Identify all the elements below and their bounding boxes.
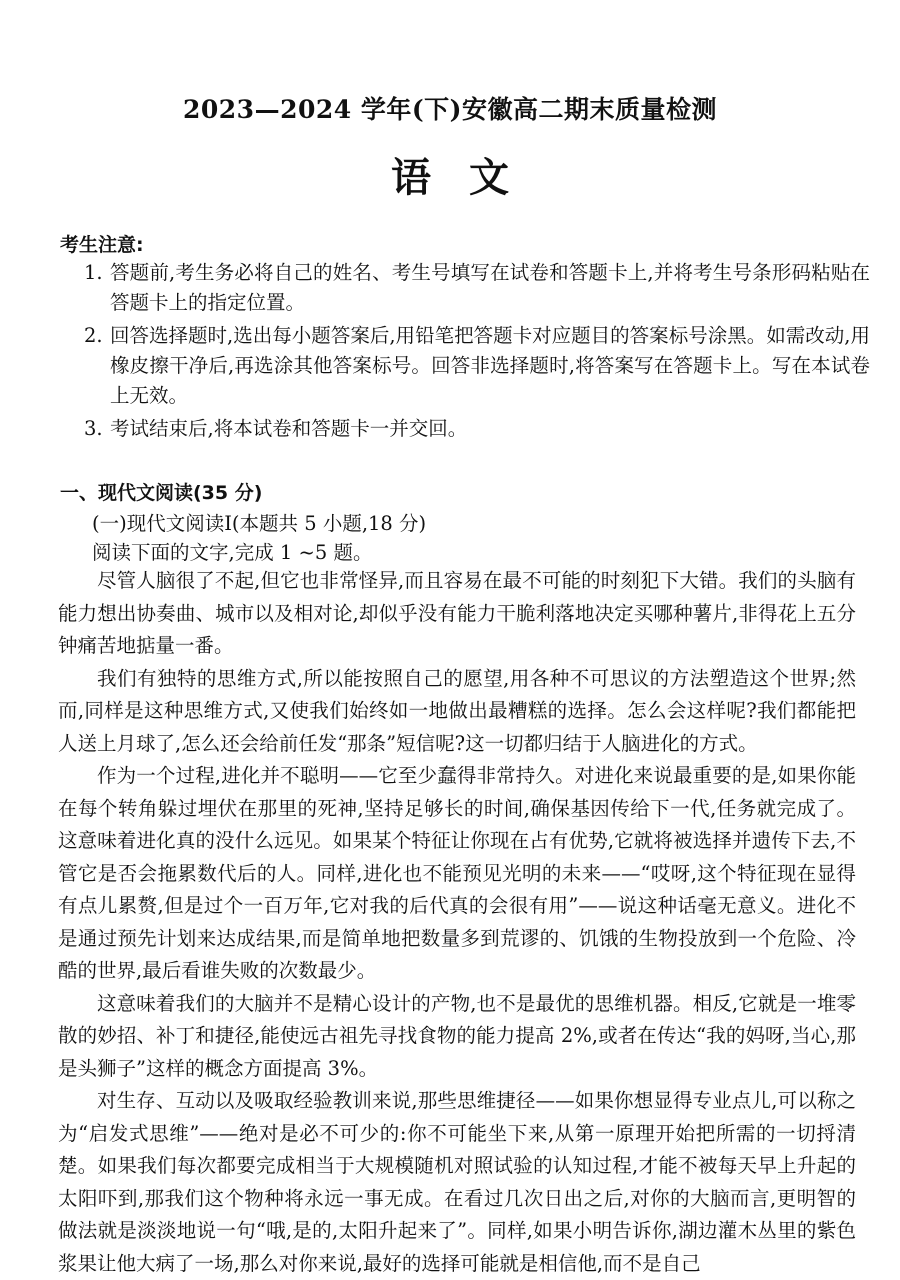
passage-paragraph: 作为一个过程,进化并不聪明——它至少蠢得非常持久。对进化来说最重要的是,如果你能在每个转角躲过埋伏在那里的死神,坚持足够长的时间,确保基因传给下一代,任务就完成了。这意味着进化真的没什么远见。如果某个特征让你现在占有优势,它就将被选择并遗传下去,不管它是否会拖累数代后的人。同样,进化也不能预见光明的未来——“哎呀,这个特征现在显得有点儿累赘,但是过个一百万年,它对我的后代真的会很有用”——说这种话毫无意义。进化不是通过预先计划来达成结果,而是简单地把数量多到荒谬的、饥饿的生物投放到一个危险、冷酷的世界,最后看谁失败的次数最少。 (58, 764, 856, 982)
notice-text: 考试结束后,将本试卷和答题卡一并交回。 (110, 417, 468, 440)
notice-number: 3. (84, 417, 103, 440)
notice-item (84, 321, 870, 411)
notice-text: 回答选择题时,选出每小题答案后,用铅笔把答题卡对应题目的答案标号涂黑。如需改动,用橡皮擦干净后,再选涂其他答案标号。回答非选择题时,将答案写在答题卡上。写在本试卷上无效。 (110, 324, 870, 407)
section-heading: 一、现代文阅读(35 分) (60, 482, 263, 504)
subsection-heading: (一)现代文阅读Ⅰ(本题共 5 小题,18 分) (92, 512, 427, 535)
passage-paragraph: 这意味着我们的大脑并不是精心设计的产物,也不是最优的思维机器。相反,它就是一堆零散的妙招、补丁和捷径,能使远古祖先寻找食物的能力提高 2%,或者在传达“我的妈呀,当心,那是头狮子”这样的概念方面提高 3%。 (58, 991, 856, 1080)
passage-paragraph: 尽管人脑很了不起,但它也非常怪异,而且容易在最不可能的时刻犯下大错。我们的头脑有能力想出协奏曲、城市以及相对论,却似乎没有能力干脆利落地决定买哪种薯片,非得花上五分钟痛苦地掂量一番。 (58, 569, 856, 657)
notice-item (84, 414, 870, 444)
exam-title: 2023—2024 学年(下)安徽高二期末质量检测 (182, 95, 718, 124)
notice-number: 2. (84, 324, 103, 347)
reading-passage (58, 565, 856, 1280)
notice-list (84, 258, 870, 447)
notice-item (84, 258, 870, 318)
notice-text: 答题前,考生务必将自己的姓名、考生号填写在试卷和答题卡上,并将考生号条形码粘贴在答题卡上的指定位置。 (110, 261, 870, 314)
passage-paragraph: 对生存、互动以及吸取经验教训来说,那些思维捷径——如果你想显得专业点儿,可以称之为“启发式思维”——绝对是必不可少的:你不可能坐下来,从第一原理开始把所需的一切捋清楚。如果我们每次都要完成相当于大规模随机对照试验的认知过程,才能不被每天早上升起的太阳吓到,那我们这个物种将永远一事无成。在看过几次日出之后,对你的大脑而言,更明智的做法就是淡淡地说一句“哦,是的,太阳升起来了”。同样,如果小明告诉你,湖边灌木丛里的紫色浆果让他大病了一场,那么对你来说,最好的选择可能就是相信他,而不是自己 (58, 1089, 856, 1275)
notice-number: 1. (84, 261, 103, 284)
reading-instruction: 阅读下面的文字,完成 1 ~5 题。 (92, 541, 373, 564)
subject-title: 语文 (391, 154, 547, 201)
passage-paragraph: 我们有独特的思维方式,所以能按照自己的愿望,用各种不可思议的方法塑造这个世界;然而,同样是这种思维方式,又使我们始终如一地做出最糟糕的选择。怎么会这样呢?我们都能把人送上月球了,怎么还会给前任发“那条”短信呢?这一切都归结于人脑进化的方式。 (58, 666, 856, 755)
notice-heading: 考生注意: (60, 234, 144, 256)
